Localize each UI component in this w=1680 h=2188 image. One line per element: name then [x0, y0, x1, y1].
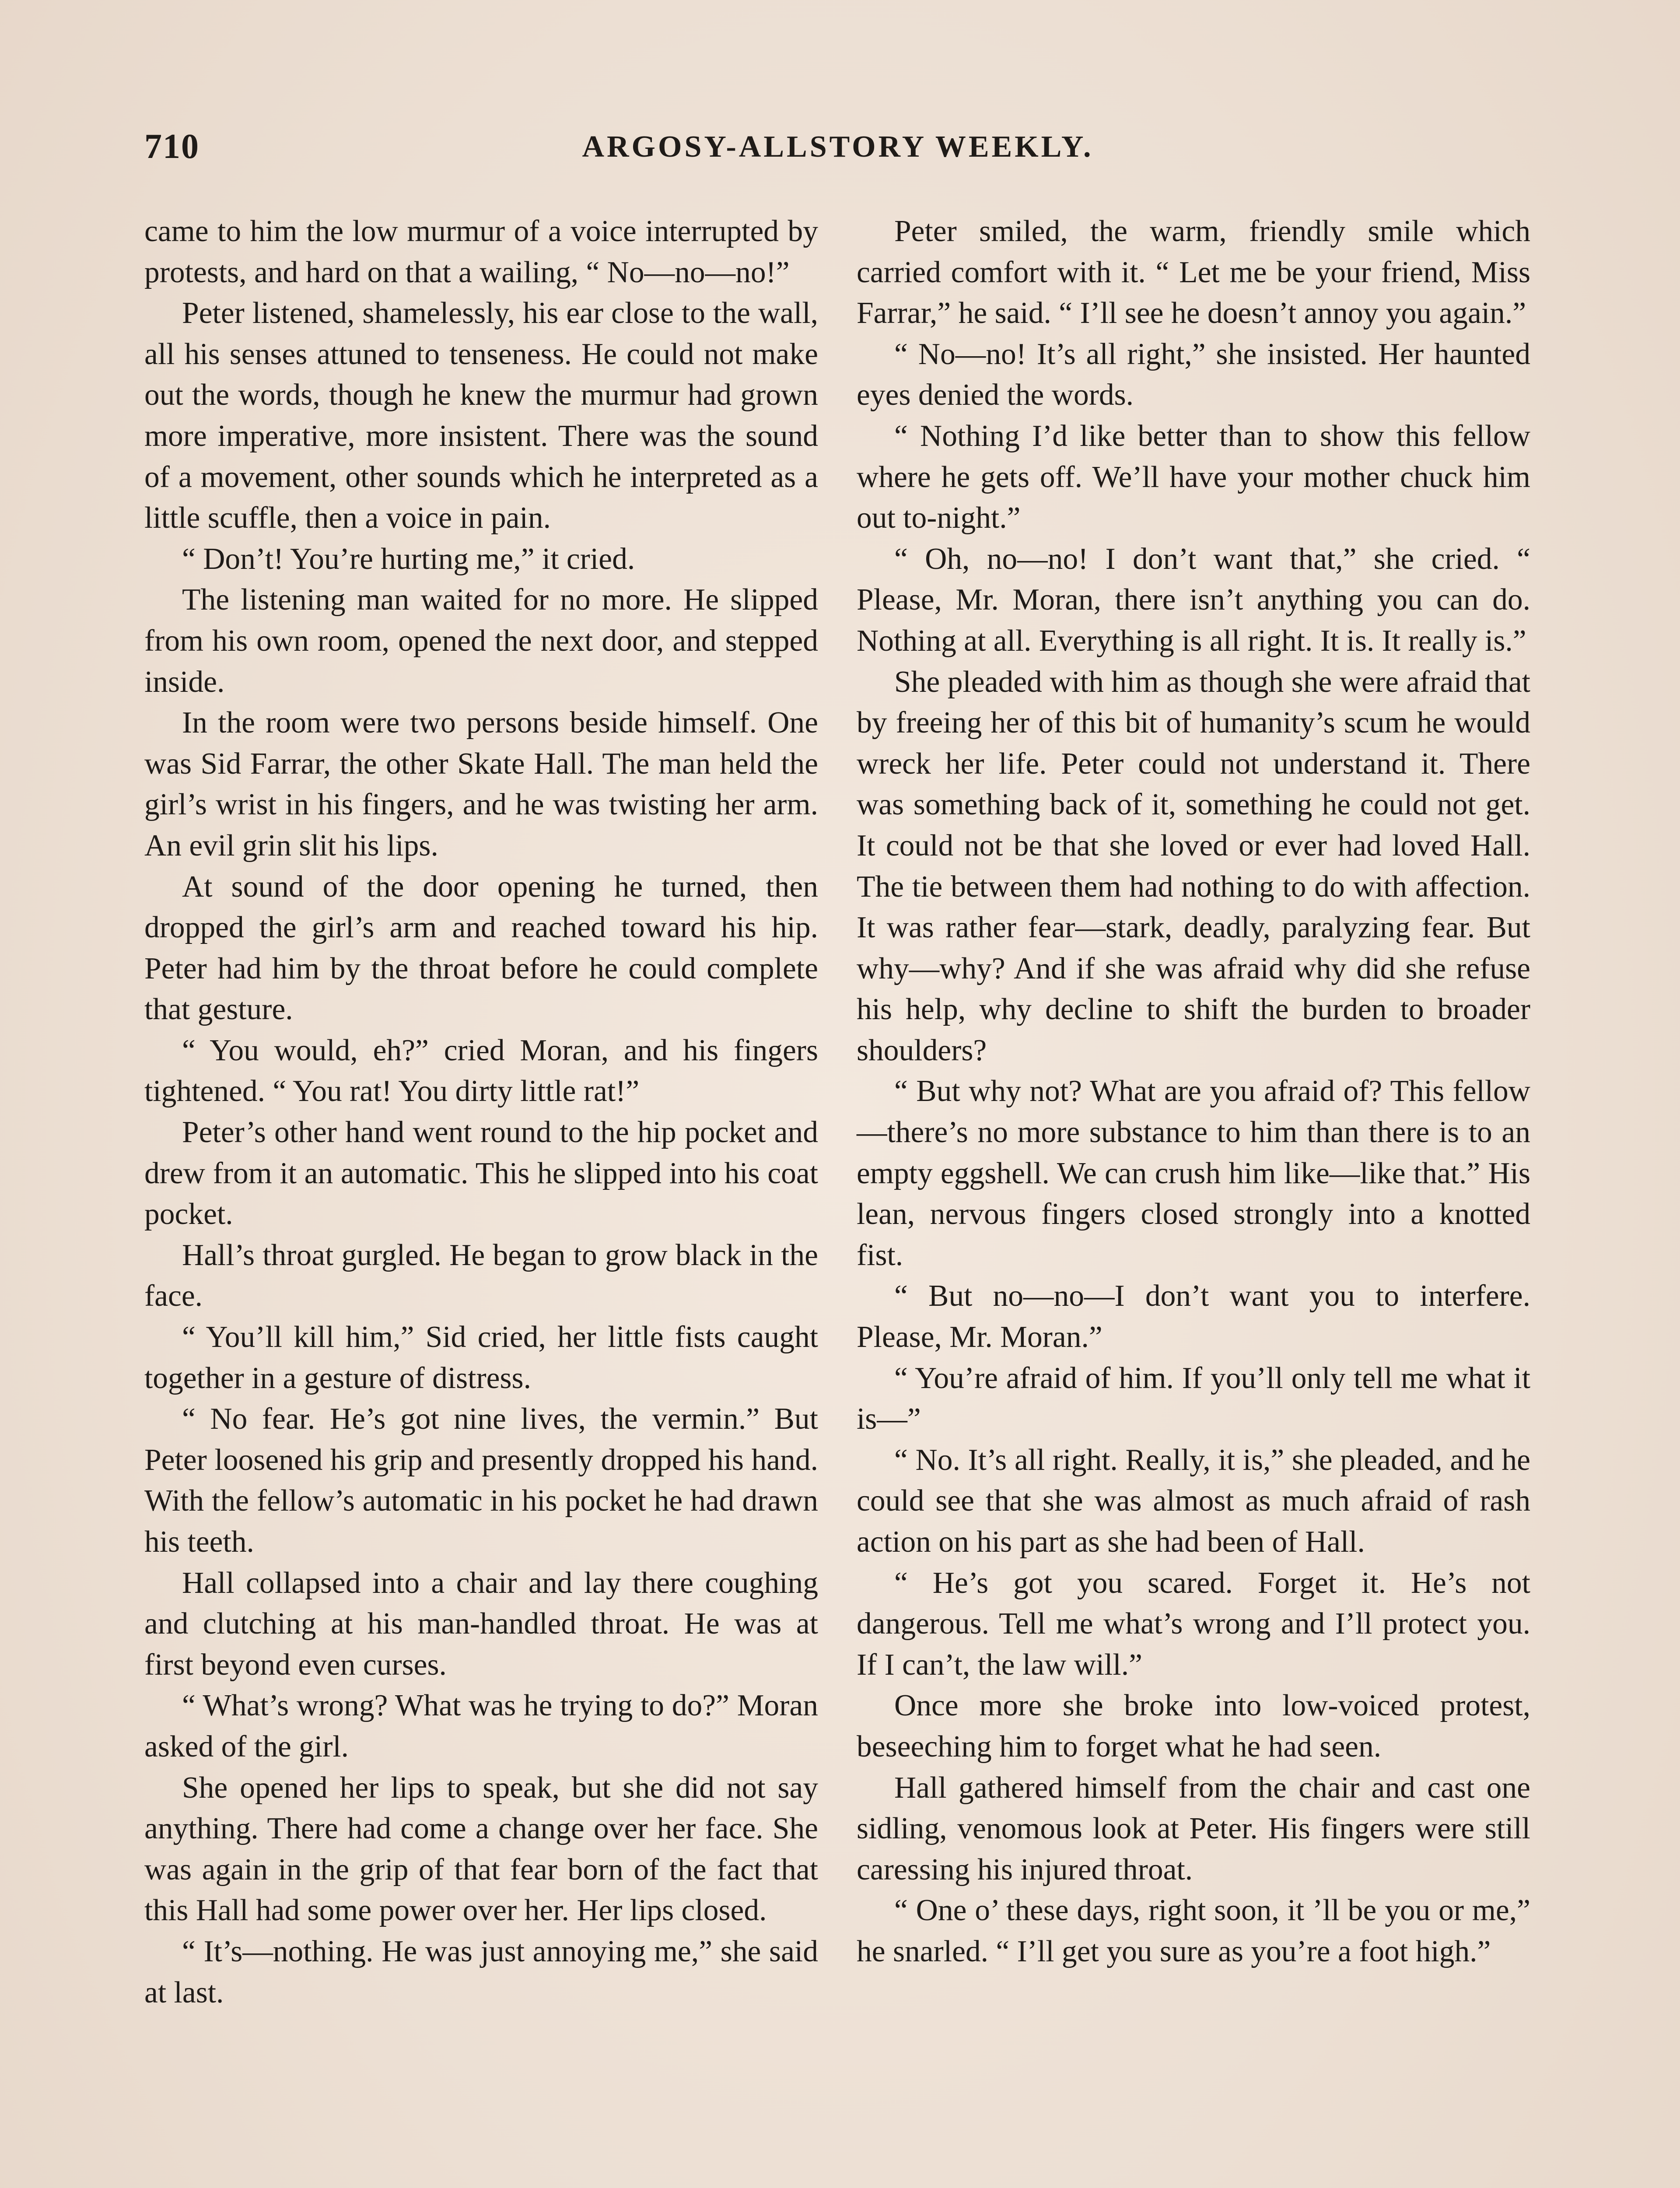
- paragraph: At sound of the door opening he turned, then dropped the girl’s arm and reached toward his hip. Peter had him by the throat before he could complete that gesture.: [144, 870, 818, 1027]
- paragraph: In the room were two persons beside himself. One was Sid Farrar, the other Skate Hall. The man held the girl’s wrist in his fingers, and he was twisting her arm. An evil grin slit his lips.: [144, 706, 818, 863]
- paragraph: “ No—no! It’s all right,” she insisted. Her haunted eyes denied the words.: [857, 337, 1530, 412]
- paragraph: Hall’s throat gurgled. He began to grow black in the face.: [144, 1238, 818, 1313]
- paragraph: “ Oh, no—no! I don’t want that,” she cried. “ Please, Mr. Moran, there isn’t anything you can do. Nothing at all. Everything is all right. It is. It really is.”: [857, 542, 1530, 658]
- paragraph: The listening man waited for no more. He slipped from his own room, opened the next door, and stepped inside.: [144, 583, 818, 699]
- paragraph: Peter listened, shamelessly, his ear close to the wall, all his senses attuned to tenseness. He could not make out the words, though he knew the murmur had grown more imperative, more insistent. There was the sound of a movement, other sounds which he interpreted as a little scuffle, then a voice in pain.: [144, 296, 818, 535]
- paragraph: Peter’s other hand went round to the hip pocket and drew from it an automatic. This he slipped into his coat pocket.: [144, 1115, 818, 1231]
- left-column: [144, 211, 818, 2013]
- paragraph: Hall collapsed into a chair and lay there coughing and clutching at his man-handled throat. He was at first beyond even curses.: [144, 1566, 818, 1682]
- running-head: ARGOSY-ALLSTORY WEEKLY.: [582, 130, 1094, 164]
- paragraph: Once more she broke into low-voiced protest, beseeching him to forget what he had seen.: [857, 1689, 1530, 1764]
- paragraph: Hall gathered himself from the chair and cast one sidling, venomous look at Peter. His fingers were still caressing his injured throat.: [857, 1771, 1530, 1886]
- page-number: 710: [144, 127, 200, 166]
- paragraph: came to him the low murmur of a voice interrupted by protests, and hard on that a wailing, “ No—no—no!”: [144, 214, 818, 289]
- paragraph: She opened her lips to speak, but she did not say anything. There had come a change over her face. She was again in the grip of that fear born of the fact that this Hall had some power over her. Her lips closed.: [144, 1771, 818, 1928]
- paragraph: “ One o’ these days, right soon, it ’ll be you or me,” he snarled. “ I’ll get you sure as you’re a foot high.”: [857, 1893, 1530, 1968]
- right-column: [857, 211, 1530, 1972]
- paragraph: “ It’s—nothing. He was just annoying me,” she said at last.: [144, 1934, 818, 2009]
- paragraph: “ But no—no—I don’t want you to interfere. Please, Mr. Moran.”: [857, 1279, 1530, 1354]
- paragraph: Peter smiled, the warm, friendly smile which carried comfort with it. “ Let me be your friend, Miss Farrar,” he said. “ I’ll see he doesn’t annoy you again.”: [857, 214, 1530, 330]
- paragraph: “ Don’t! You’re hurting me,” it cried.: [182, 542, 635, 576]
- paragraph: “ No fear. He’s got nine lives, the vermin.” But Peter loosened his grip and presently dropped his hand. With the fellow’s automatic in his pocket he had drawn his teeth.: [144, 1402, 818, 1559]
- paragraph: “ Nothing I’d like better than to show this fellow where he gets off. We’ll have your mother chuck him out to-night.”: [857, 419, 1530, 535]
- paragraph: “ You’ll kill him,” Sid cried, her little fists caught together in a gesture of distress.: [144, 1320, 818, 1395]
- paragraph: “ You would, eh?” cried Moran, and his fingers tightened. “ You rat! You dirty little rat!”: [144, 1033, 818, 1108]
- page-header: [144, 127, 1531, 184]
- paragraph: “ You’re afraid of him. If you’ll only tell me what it is—”: [857, 1361, 1530, 1436]
- paragraph: She pleaded with him as though she were afraid that by freeing her of this bit of humanity’s scum he would wreck her life. Peter could not understand it. There was something back of it, something he could not get. It could not be that she loved or ever had loved Hall. The tie between them had nothing to do with affection. It was rather fear—stark, deadly, paralyzing fear. But why—why? And if she was afraid why did she refuse his help, why decline to shift the burden to broader shoulders?: [857, 665, 1530, 1067]
- paragraph: “ But why not? What are you afraid of? This fellow—there’s no more substance to him than there is to an empty eggshell. We can crush him like—like that.” His lean, nervous fingers closed strongly into a knotted fist.: [857, 1074, 1530, 1272]
- paragraph: “ No. It’s all right. Really, it is,” she pleaded, and he could see that she was almost as much afraid of rash action on his part as she had been of Hall.: [857, 1443, 1530, 1559]
- paragraph: “ What’s wrong? What was he trying to do?” Moran asked of the girl.: [144, 1689, 818, 1764]
- paragraph: “ He’s got you scared. Forget it. He’s not dangerous. Tell me what’s wrong and I’ll protect you. If I can’t, the law will.”: [857, 1566, 1530, 1682]
